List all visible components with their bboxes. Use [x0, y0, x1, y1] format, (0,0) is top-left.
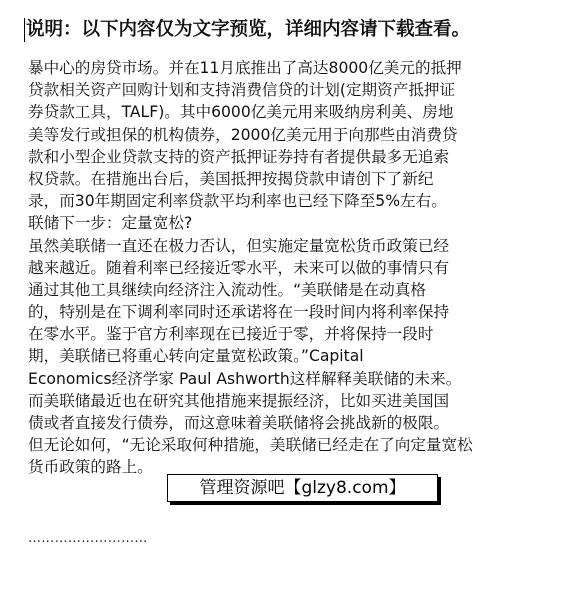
article-line: 暴中心的房贷市场。并在11月底推出了高达8000亿美元的抵押 — [28, 59, 462, 77]
article-line: 但无论如何，“无论采取何种措施，美联储已经走在了向定量宽松 — [28, 436, 473, 455]
section-heading: 联储下一步：定量宽松? — [28, 214, 193, 233]
article-line: 美等发行或担保的机构债券，2000亿美元用于向那些由消费贷 — [28, 125, 458, 144]
article-line: 债或者直接发行债券，而这意味着美联储将会挑战新的极限。 — [28, 414, 450, 432]
article-body — [28, 57, 574, 479]
article-line: 录，而30年期固定利率贷款平均利率也已经下降至5%左右。 — [28, 192, 447, 211]
article-line: 在零水平。鉴于官方利率现在已接近于零，并将保持一段时 — [28, 325, 434, 344]
article-line: 款和小型企业贷款支持的资产抵押证券持有者提供最多无追索 — [28, 147, 450, 166]
article-line: 而美联储最近也在研究其他措施来提振经济，比如买进美国国 — [28, 391, 450, 410]
article-line: 虽然美联储一直还在极力否认，但实施定量宽松货币政策已经 — [28, 236, 450, 255]
article-line: 通过其他工具继续向经济注入流动性。“美联储是在动真格 — [28, 280, 426, 299]
article-line: 期，美联储已将重心转向定量宽松政策。”Capital — [28, 347, 364, 366]
article-line: 权贷款。在措施出台后，美国抵押按揭贷款申请创下了新纪 — [28, 169, 434, 188]
article-line: 越来越近。随着利率已经接近零水平，未来可以做的事情只有 — [28, 258, 450, 277]
article-line: 贷款相关资产回购计划和支持消费信贷的计划(定期资产抵押证 — [28, 81, 456, 100]
watermark-banner: 管理资源吧【glzy8.com】 — [167, 474, 438, 502]
article-line: 券贷款工具，TALF)。其中6000亿美元用来吸纳房利美、房地 — [28, 103, 454, 122]
article-line: 的，特别是在下调利率同时还承诺将在一段时间内将利率保持 — [28, 303, 450, 322]
truncation-ellipsis: ……………………… — [28, 531, 148, 546]
article-line: 货币政策的路上。 — [28, 458, 153, 477]
text-cursor — [24, 18, 25, 42]
preview-notice-text: 说明：以下内容仅为文字预览，详细内容请下载查看。 — [26, 19, 471, 40]
preview-notice — [24, 17, 572, 45]
article-line: Economics经济学家 Paul Ashworth这样解释美联储的未来。 — [28, 369, 462, 388]
